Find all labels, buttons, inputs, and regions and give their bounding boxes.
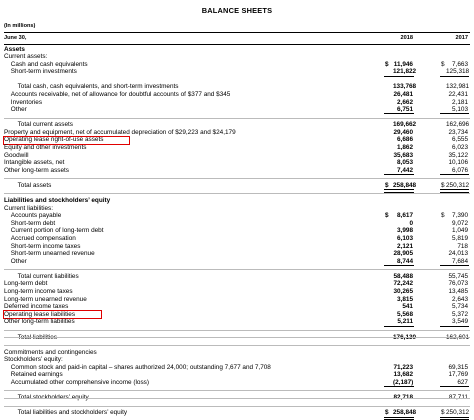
row-label: Operating lease right-of-use assets (4, 136, 104, 144)
value-2017: 6,555 (452, 136, 468, 144)
value-2017: 35,122 (448, 151, 468, 159)
value-2018: 11,946 (393, 60, 413, 68)
table-row (0, 61, 474, 69)
separator-line (4, 178, 470, 179)
value-2017: 5,372 (452, 310, 468, 318)
separator-line (4, 193, 470, 194)
value-2017: 6,076 (452, 166, 468, 174)
row-label: Assets (4, 45, 25, 53)
row-label: Other long-term assets (4, 166, 69, 174)
dollar-sign: $ (441, 60, 445, 68)
row-label: Long-term debt (4, 280, 48, 288)
dollar-sign: $ (385, 212, 389, 220)
row-label: Commitments and contingencies (4, 348, 97, 356)
row-label: Total current liabilities (17, 272, 79, 280)
value-2017: 5,103 (452, 106, 468, 114)
value-2017: 5,734 (452, 303, 468, 311)
row-label: Current portion of long-term debt (10, 227, 104, 235)
value-2017: 132,981 (446, 83, 470, 91)
period-label: June 30, (4, 35, 27, 41)
value-2018: 26,481 (393, 90, 413, 98)
table-row (0, 280, 474, 288)
row-label: Liabilities and stockholders’ equity (4, 197, 111, 205)
row-label: Other (10, 257, 27, 265)
table-row (0, 212, 474, 220)
table-row (0, 288, 474, 296)
value-2018: 1,862 (397, 144, 413, 152)
value-2017: 2,181 (452, 98, 468, 106)
row-label: Cash and cash equivalents (10, 60, 88, 68)
row-label: Current liabilities: (4, 204, 54, 212)
row-label: Current assets: (4, 53, 48, 61)
dollar-sign: $ (441, 212, 445, 220)
value-2017: 2,643 (452, 295, 468, 303)
row-label: Other (10, 106, 27, 114)
table-row (0, 152, 474, 160)
value-2017: 87,711 (448, 394, 468, 402)
value-2017: 627 (457, 379, 468, 387)
value-2018: 30,265 (393, 288, 413, 296)
separator-line (4, 390, 470, 391)
row-label: Long-term income taxes (4, 288, 73, 296)
row-label: Accounts payable (10, 212, 62, 220)
row-label: Accumulated other comprehensive income (loss) (10, 379, 149, 387)
row-label: Total liabilities (17, 333, 58, 341)
row-label: Total cash, cash equivalents, and short-term investments (17, 83, 179, 91)
table-row (0, 53, 474, 61)
separator-line (4, 118, 470, 119)
row-label: Retained earnings (10, 371, 63, 379)
value-2017: 7,663 (452, 60, 468, 68)
value-2018: 176,130 (393, 333, 417, 341)
value-2017: 250,312 (446, 181, 470, 189)
table-row (0, 349, 474, 357)
table-row (0, 243, 474, 251)
value-2017: 5,819 (452, 235, 468, 242)
value-2017: 76,073 (448, 280, 468, 288)
row-label: Deferred income taxes (4, 303, 69, 311)
value-2017: 162,696 (446, 121, 470, 129)
separator-line (4, 337, 470, 338)
row-label: Total assets (17, 181, 52, 189)
value-2018: 2,121 (397, 242, 413, 250)
value-2017: 7,390 (452, 212, 468, 220)
value-2017: 250,312 (446, 409, 470, 417)
table-row (0, 99, 474, 107)
table-row (0, 235, 474, 243)
table-row (0, 159, 474, 167)
value-2018: 5,211 (397, 318, 413, 326)
table-row (0, 371, 474, 379)
column-header-2017: 2017 (455, 35, 468, 41)
value-2018: 3,815 (397, 295, 413, 303)
table-row (0, 205, 474, 213)
value-2018: 7,442 (397, 166, 413, 174)
value-2018: 169,662 (393, 121, 417, 129)
separator-line (4, 269, 470, 270)
row-label: Equity and other investments (4, 144, 87, 152)
row-label: Short-term unearned revenue (10, 250, 95, 258)
separator-line (4, 345, 470, 346)
value-2018: 6,686 (397, 136, 413, 144)
row-label: Stockholders’ equity: (4, 356, 63, 364)
table-row (0, 356, 474, 364)
row-label: Common stock and paid-in capital – shares authorized 24,000; outstanding 7,677 and 7,708 (10, 363, 271, 371)
value-2018: 0 (409, 219, 413, 227)
row-label: Operating lease liabilities (4, 310, 76, 318)
row-label: Inventories (10, 98, 43, 106)
separator-line (4, 330, 470, 331)
value-2018: 3,998 (397, 227, 413, 235)
dollar-sign: $ (385, 181, 389, 189)
value-2018: 258,848 (393, 181, 417, 189)
value-2017: 1,049 (452, 227, 468, 235)
table-row (0, 144, 474, 152)
value-2018: 133,768 (393, 83, 417, 91)
value-2017: 17,769 (448, 371, 468, 379)
value-2018: 121,822 (393, 68, 417, 76)
value-2018: 541 (402, 303, 413, 311)
value-2018: 258,848 (393, 409, 417, 417)
row-label: Accrued compensation (10, 235, 76, 242)
value-2017: 13,485 (448, 288, 468, 296)
value-2017: 3,549 (452, 318, 468, 326)
row-label: Goodwill (4, 151, 29, 159)
row-label: Accounts receivable, net of allowance for doubtful accounts of $377 and $345 (10, 90, 231, 98)
table-row (0, 220, 474, 228)
value-2017: 55,745 (448, 272, 468, 280)
row-label: Property and equipment, net of accumulated depreciation of $29,223 and $24,179 (4, 128, 236, 136)
dollar-sign: $ (441, 409, 445, 417)
value-2018: 82,718 (393, 394, 413, 402)
table-row (0, 296, 474, 304)
separator-line (4, 406, 470, 407)
value-2018: 71,223 (393, 363, 413, 371)
value-2017: 10,106 (448, 159, 468, 167)
spacer-row (0, 76, 474, 84)
table-row (0, 364, 474, 372)
dollar-sign: $ (385, 409, 389, 417)
value-2018: 58,488 (393, 272, 413, 280)
value-2018: 29,460 (393, 128, 413, 136)
row-label: Intangible assets, net (4, 159, 65, 167)
value-2018: 28,905 (393, 250, 413, 258)
dollar-sign: $ (441, 181, 445, 189)
value-2018: (2,187) (393, 379, 414, 387)
table-row (0, 273, 474, 281)
value-2018: 6,103 (397, 235, 413, 242)
value-2018: 13,682 (393, 371, 413, 379)
column-header-2018: 2018 (400, 35, 413, 41)
separator-line (4, 398, 470, 399)
value-2017: 162,601 (446, 333, 470, 341)
table-row (0, 121, 474, 129)
value-2018: 8,053 (397, 159, 413, 167)
value-2017: 9,072 (452, 219, 468, 227)
units-note: (In millions) (4, 23, 36, 29)
value-2017: 69,315 (448, 363, 468, 371)
row-label: Short-term investments (10, 68, 77, 76)
value-2018: 35,683 (393, 151, 413, 159)
table-row (0, 227, 474, 235)
dollar-sign: $ (385, 60, 389, 68)
value-2018: 5,568 (397, 310, 413, 318)
value-2017: 125,318 (446, 68, 470, 76)
row-label: Short-term income taxes (10, 242, 81, 250)
value-2018: 8,744 (397, 257, 413, 265)
row-label: Total liabilities and stockholders’ equity (17, 409, 128, 417)
table-row (0, 83, 474, 91)
row-label: Total stockholders’ equity (17, 394, 89, 402)
value-2018: 6,751 (397, 106, 413, 114)
row-label: Other long-term liabilities (4, 318, 75, 326)
value-2017: 718 (457, 242, 468, 250)
value-2018: 8,617 (397, 212, 413, 220)
value-2018: 72,242 (393, 280, 413, 288)
table-row (0, 46, 474, 54)
table-row (0, 91, 474, 99)
value-2017: 6,023 (452, 144, 468, 152)
row-label: Short-term debt (10, 219, 56, 227)
row-label: Total current assets (17, 121, 74, 129)
row-label: Long-term unearned revenue (4, 295, 87, 303)
table-row (0, 197, 474, 205)
value-2018: 2,662 (397, 98, 413, 106)
table-row (0, 250, 474, 258)
value-2017: 23,734 (448, 128, 468, 136)
value-2017: 24,013 (448, 250, 468, 258)
value-2017: 7,684 (452, 257, 468, 265)
document-title: BALANCE SHEETS (201, 6, 273, 15)
value-2017: 22,431 (448, 90, 468, 98)
